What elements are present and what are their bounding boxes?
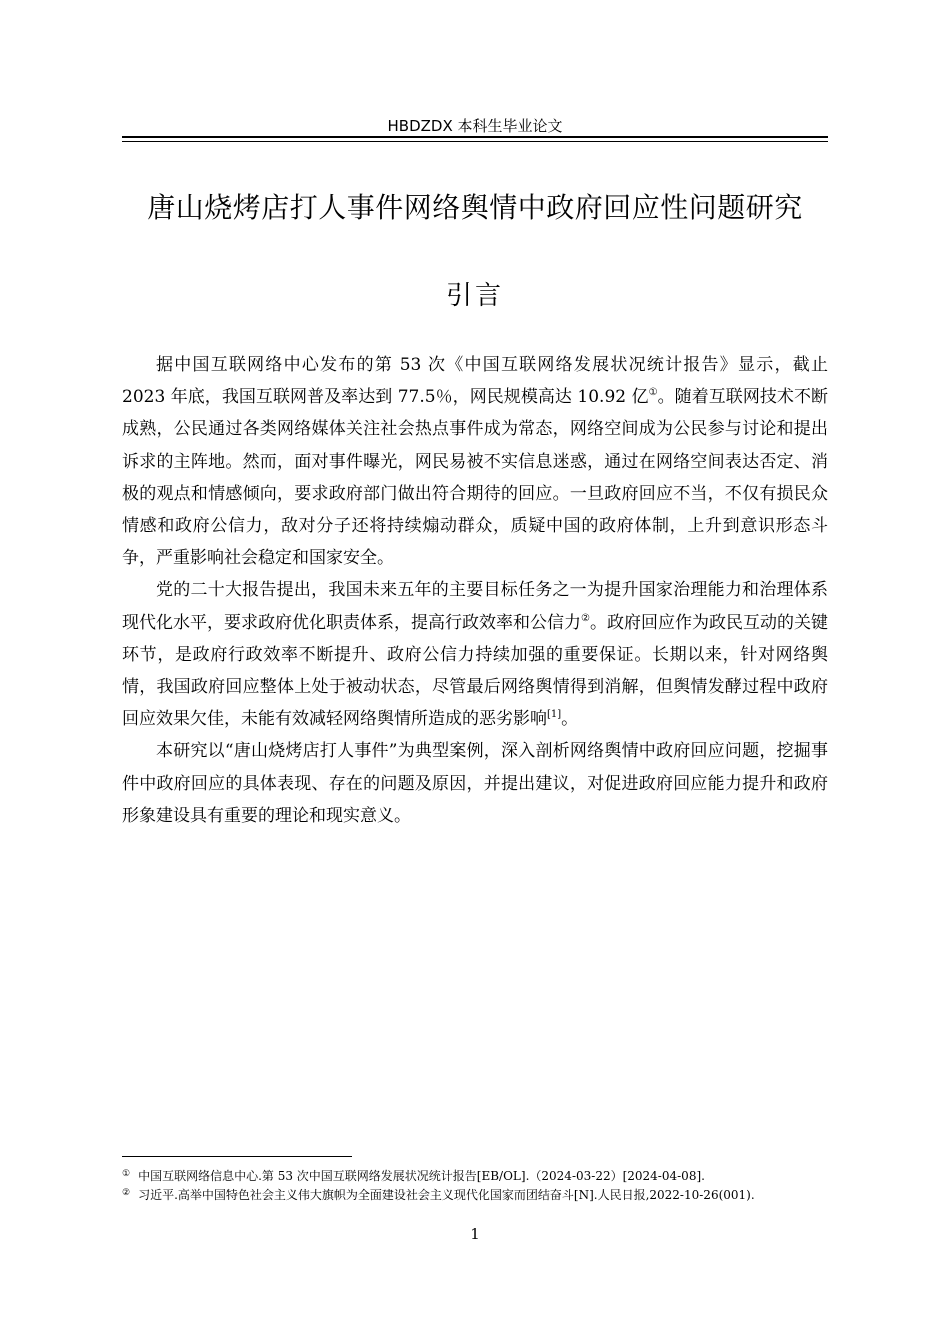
footnote-1-mark: ① [122, 1169, 131, 1179]
paragraph-2-part-a: 党的二十大报告提出，我国未来五年的主要目标任务之一为提升国家治理能力和治理体系现代化水平，要求政府优化职责体系，提高行政效率和公信力 [122, 580, 828, 633]
paragraph-1 [122, 349, 828, 574]
footnote-separator [122, 1156, 352, 1157]
footnote-ref-2[interactable]: ② [581, 612, 590, 624]
footnotes [122, 1166, 828, 1204]
footnote-1 [122, 1166, 828, 1185]
running-header: HBDZDX 本科生毕业论文 [387, 117, 563, 135]
footnote-2-text: 习近平.高举中国特色社会主义伟大旗帜为全面建设社会主义现代化国家而团结奋斗[N].人民日报,2022-10-26(001). [138, 1188, 755, 1202]
body-text [122, 349, 828, 832]
header-rule-thin [122, 141, 828, 142]
paragraph-2 [122, 574, 828, 735]
page-number: 1 [470, 1225, 480, 1243]
footnote-1-text: 中国互联网络信息中心.第 53 次中国互联网络发展状况统计报告[EB/OL].（2024-03-22）[2024-04-08]. [138, 1169, 705, 1183]
paragraph-1-part-a: 据中国互联网络中心发布的第 53 次《中国互联网络发展状况统计报告》显示，截止 2023 年底，我国互联网普及率达到 77.5％，网民规模高达 10.92 亿 [122, 355, 828, 408]
footnote-ref-1[interactable]: ① [648, 387, 658, 399]
footnote-2 [122, 1185, 828, 1204]
paragraph-1-part-b: 。随着互联网技术不断成熟，公民通过各类网络媒体关注社会热点事件成为常态，网络空间成为公民参与讨论和提出诉求的主阵地。然而，面对事件曝光，网民易被不实信息迷惑，通过在网络空间表达否定、消极的观点和情感倾向，要求政府部门做出符合期待的回应。一旦政府回应不当，不仅有损民众情感和政府公信力，敌对分子还将持续煽动群众，质疑中国的政府体制，上升到意识形态斗争，严重影响社会稳定和国家安全。 [122, 387, 829, 569]
citation-ref-1[interactable]: [1] [547, 709, 562, 721]
paragraph-2-part-c: 。 [561, 709, 579, 730]
paper-title: 唐山烧烤店打人事件网络舆情中政府回应性问题研究 [147, 191, 803, 224]
footnote-2-mark: ② [122, 1188, 131, 1198]
header-rule-thick [122, 136, 828, 138]
paragraph-3: 本研究以“唐山烧烤店打人事件”为典型案例，深入剖析网络舆情中政府回应问题，挖掘事件中政府回应的具体表现、存在的问题及原因，并提出建议，对促进政府回应能力提升和政府形象建设具有重要的理论和现实意义。 [122, 741, 828, 826]
section-heading: 引言 [445, 281, 504, 311]
paragraph-2-part-b: 。政府回应作为政民互动的关键环节，是政府行政效率不断提升、政府公信力持续加强的重要保证。长期以来，针对网络舆情，我国政府回应整体上处于被动状态，尽管最后网络舆情得到消解，但舆情发酵过程中政府回应效果欠佳，未能有效减轻网络舆情所造成的恶劣影响 [122, 612, 829, 730]
